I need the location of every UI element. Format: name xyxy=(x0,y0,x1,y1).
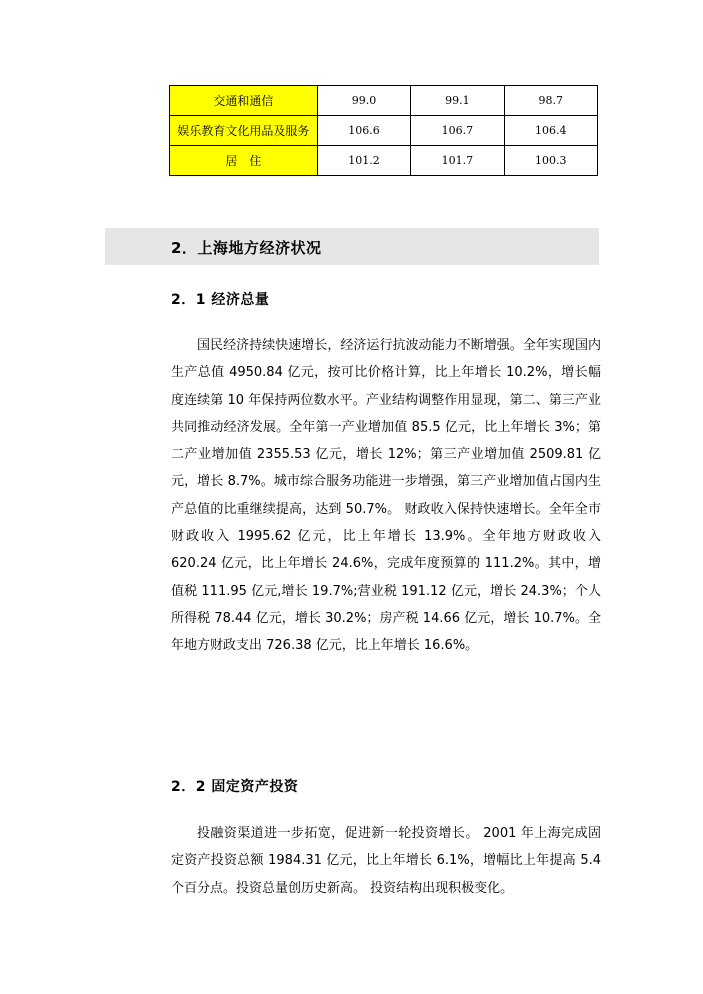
table-category-cell: 交通和通信 xyxy=(170,86,318,116)
subsection-title-economic-total: 2．1 经济总量 xyxy=(171,292,270,308)
table-category-cell: 居 住 xyxy=(170,146,318,176)
subsection-title-fixed-investment: 2．2 固定资产投资 xyxy=(171,779,299,795)
paragraph-economic-total: 国民经济持续快速增长，经济运行抗波动能力不断增强。全年实现国内生产总值 4950.84 亿元，按可比价格计算，比上年增长 10.2%，增长幅度连续第 10 年保持两位数水平。产业结构调整作用显现，第二、第三产业共同推动经济发展。全年第一产业增加值 85.5 亿元，比上年增长 3%；第二产业增加值 2355.53 亿元，增长 12%；第三产业增加值 2509.81 亿元，增长 8.7%。城市综合服务功能进一步增强，第三产业增加值占国内生产总值的比重继续提高，达到 50.7%。 财政收入保持快速增长。全年全市财政收入 1995.62 亿元，比上年增长 13.9%。全年地方财政收入 620.24 亿元，比上年增长 24.6%，完成年度预算的 111.2%。其中，增值税 111.95 亿元,增长 19.7%;营业税 191.12 亿元，增长 24.3%；个人所得税 78.44 亿元，增长 30.2%；房产税 14.66 亿元，增长 10.7%。全年地方财政支出 726.38 亿元，比上年增长 16.6%。 xyxy=(171,338,601,654)
table-category-cell: 娱乐教育文化用品及服务 xyxy=(170,116,318,146)
table-value-cell: 106.6 xyxy=(317,116,410,146)
table-value-cell: 106.7 xyxy=(411,116,504,146)
table-row xyxy=(170,116,598,146)
table-value-cell: 99.0 xyxy=(317,86,410,116)
table-value-cell: 100.3 xyxy=(504,146,597,176)
section-header-band xyxy=(105,228,599,265)
table-value-cell: 106.4 xyxy=(504,116,597,146)
table-value-cell: 98.7 xyxy=(504,86,597,116)
table-value-cell: 101.7 xyxy=(411,146,504,176)
table-value-cell: 99.1 xyxy=(411,86,504,116)
table-row xyxy=(170,86,598,116)
table-row xyxy=(170,146,598,176)
table-value-cell: 101.2 xyxy=(317,146,410,176)
price-index-table xyxy=(169,85,598,176)
paragraph-fixed-investment: 投融资渠道进一步拓宽，促进新一轮投资增长。 2001 年上海完成固定资产投资总额 1984.31 亿元，比上年增长 6.1%，增幅比上年提高 5.4 个百分点。投资总量创历史新高。 投资结构出现积极变化。 xyxy=(171,826,601,896)
section-title: 2．上海地方经济状况 xyxy=(171,239,322,257)
